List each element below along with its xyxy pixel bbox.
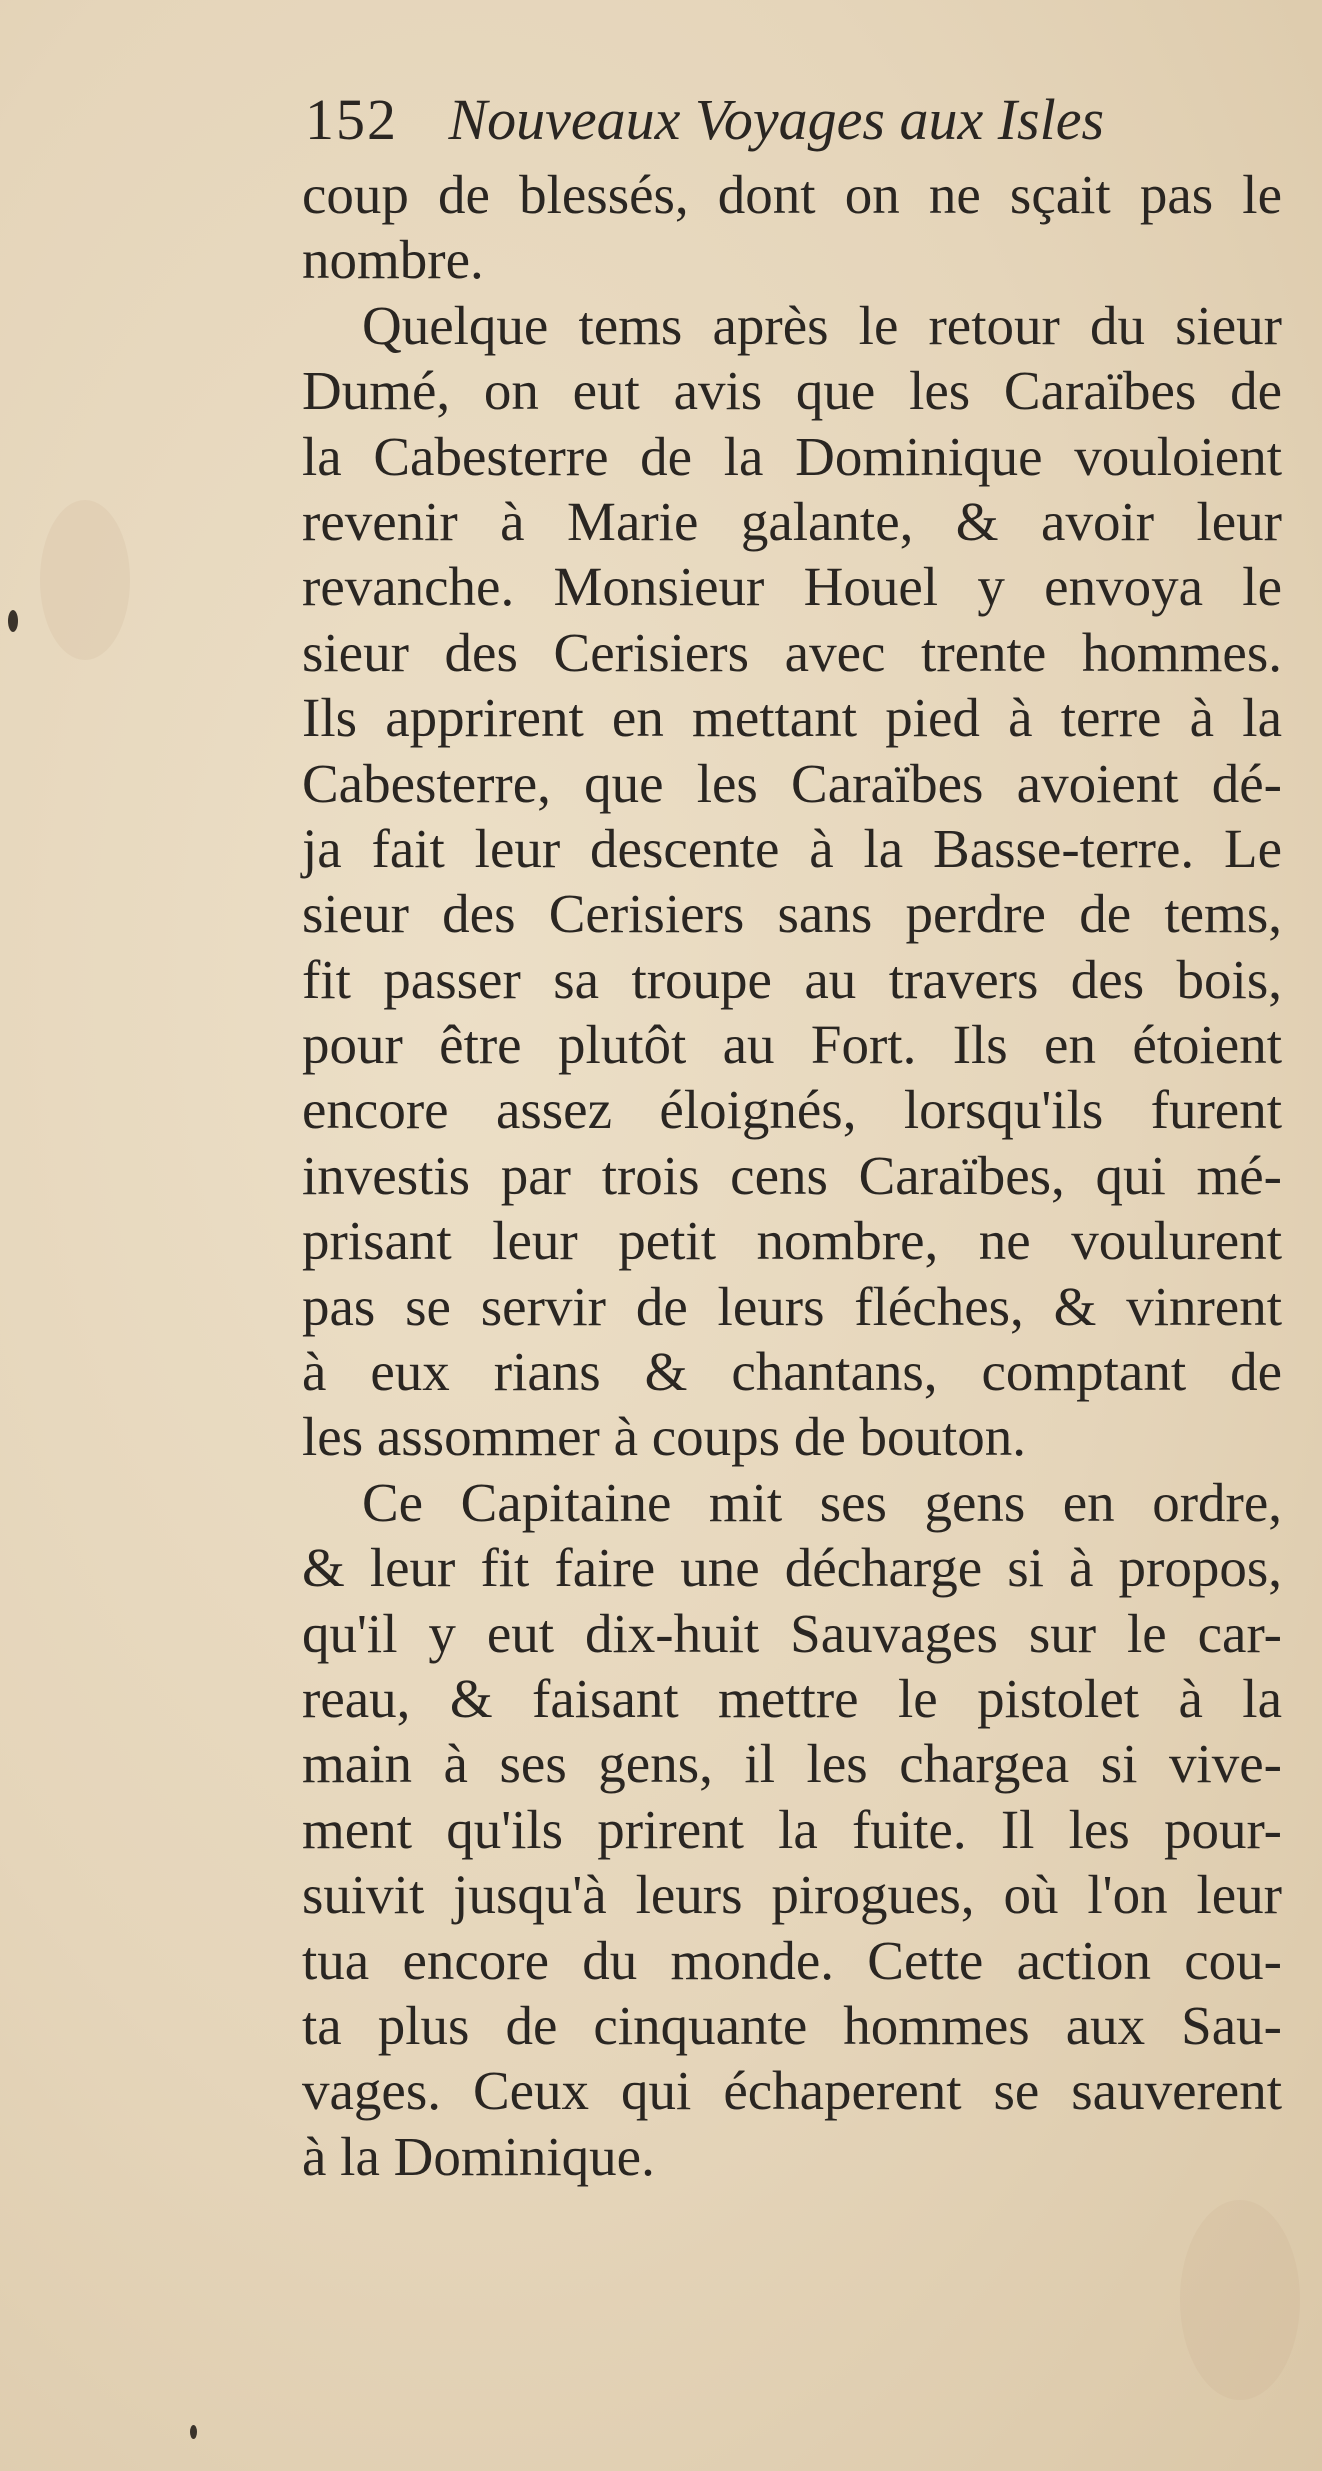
text-line: pas se servir de leurs fléches, & vinrent bbox=[302, 1275, 1282, 1337]
text-line: coup de blessés, dont on ne sçait pas le bbox=[302, 164, 1282, 225]
text-line: à eux rians & chantans, comptant de bbox=[302, 1341, 1282, 1403]
text-line: sieur des Cerisiers avec trente hommes. bbox=[302, 621, 1282, 683]
text-line: Ce Capitaine mit ses gens en ordre, bbox=[362, 1471, 1282, 1533]
text-line: les assommer à coups de bouton. bbox=[302, 1406, 1027, 1468]
text-line: pour être plutôt au Fort. Ils en étoient bbox=[302, 1014, 1282, 1076]
text-line: à la Dominique. bbox=[302, 2125, 655, 2187]
text-line: main à ses gens, il les chargea si vive- bbox=[302, 1733, 1282, 1795]
text-line: suivit jusqu'à leurs pirogues, où l'on leur bbox=[302, 1864, 1282, 1926]
text-line: sieur des Cerisiers sans perdre de tems, bbox=[302, 883, 1282, 945]
page-number: 152 bbox=[305, 87, 398, 152]
paper-stain bbox=[40, 500, 130, 660]
text-line: qu'il y eut dix-huit Sauvages sur le car- bbox=[302, 1602, 1282, 1664]
ink-speck bbox=[190, 2425, 197, 2439]
text-line: Quelque tems après le retour du sieur bbox=[362, 294, 1282, 356]
text-line: ment qu'ils prirent la fuite. Il les pour- bbox=[302, 1798, 1282, 1860]
text-line: la Cabesterre de la Dominique vouloient bbox=[302, 425, 1282, 487]
text-line: tua encore du monde. Cette action cou- bbox=[302, 1929, 1282, 1991]
text-line: reau, & faisant mettre le pistolet à la bbox=[302, 1667, 1282, 1729]
ink-speck bbox=[8, 610, 18, 632]
text-line: revenir à Marie galante, & avoir leur bbox=[302, 490, 1282, 552]
text-line: Dumé, on eut avis que les Caraïbes de bbox=[302, 360, 1282, 422]
text-line: & leur fit faire une décharge si à propos, bbox=[302, 1537, 1282, 1599]
running-head: Nouveaux Voyages aux Isles bbox=[448, 87, 1105, 152]
page-header bbox=[305, 80, 1205, 160]
paper-stain bbox=[1180, 2200, 1300, 2400]
body-text bbox=[302, 162, 1282, 2189]
text-line: encore assez éloignés, lorsqu'ils furent bbox=[302, 1079, 1282, 1141]
text-line: vages. Ceux qui échaperent se sauverent bbox=[302, 2060, 1282, 2122]
text-line: investis par trois cens Caraïbes, qui mé- bbox=[302, 1144, 1282, 1206]
text-line: ja fait leur descente à la Basse-terre. Le bbox=[302, 817, 1282, 879]
text-line: prisant leur petit nombre, ne voulurent bbox=[302, 1210, 1282, 1272]
text-line: Cabesterre, que les Caraïbes avoient dé- bbox=[302, 752, 1282, 814]
text-line: nombre. bbox=[302, 229, 484, 291]
text-line: Ils apprirent en mettant pied à terre à la bbox=[302, 687, 1282, 749]
text-line: ta plus de cinquante hommes aux Sau- bbox=[302, 1994, 1282, 2056]
text-line: fit passer sa troupe au travers des bois, bbox=[302, 948, 1282, 1010]
text-line: revanche. Monsieur Houel y envoya le bbox=[302, 556, 1282, 618]
